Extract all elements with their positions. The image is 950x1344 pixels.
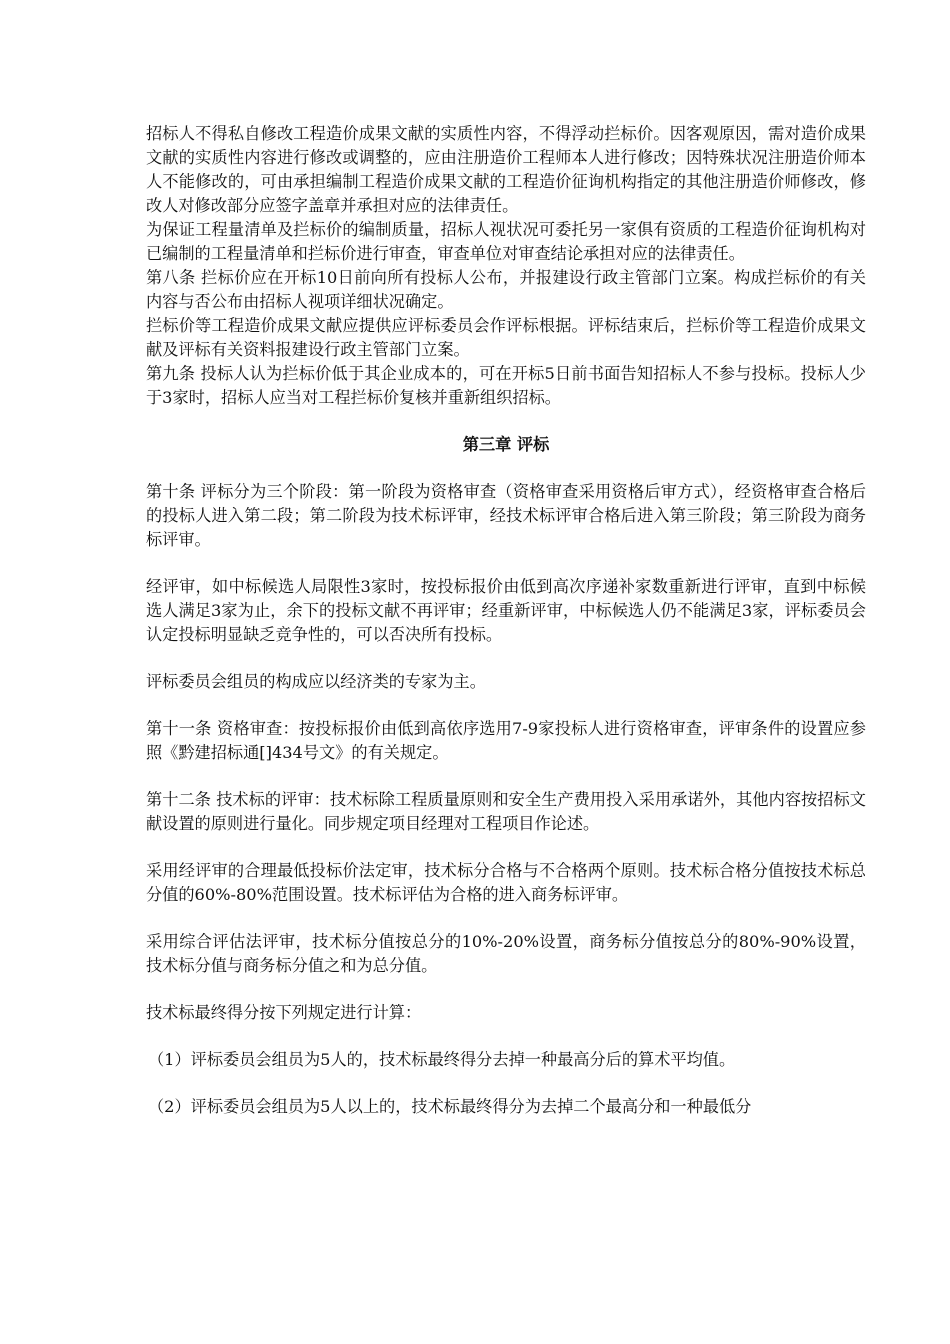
paragraph-article-10: 第十条 评标分为三个阶段：第一阶段为资格审查（资格审查采用资格后审方式），经资格审查合格后的投标人进入第二段；第二阶段为技术标评审，经技术标评审合格后进入第三阶段；第三阶段为商务标评审。 (146, 482, 866, 549)
chapter-heading: 第三章 评标 (462, 435, 550, 454)
paragraph-review-rule: 经评审，如中标候选人局限性3家时，按投标报价由低到高次序递补家数重新进行评审，直到中标候选人满足3家为止，余下的投标文献不再评审；经重新评审，中标候选人仍不能满足3家，评标委员会认定投标明显缺乏竞争性的，可以否决所有投标。 (146, 577, 866, 644)
paragraph-article-11: 第十一条 资格审查：按投标报价由低到高依序选用7-9家投标人进行资格审查，评审条件的设置应参照《黔建招标通[]434号文》的有关规定。 (146, 719, 866, 762)
paragraph-article-8: 第八条 拦标价应在开标10日前向所有投标人公布，并报建设行政主管部门立案。构成拦标价的有关内容与否公布由招标人视项详细状况确定。 (146, 268, 866, 311)
paragraph-comprehensive: 采用综合评估法评审，技术标分值按总分的10%-20%设置，商务标分值按总分的80%-90%设置，技术标分值与商务标分值之和为总分值。 (146, 932, 866, 975)
paragraph-lowest-price: 采用经评审的合理最低投标价法定审，技术标分合格与不合格两个原则。技术标合格分值按技术标总分值的60%-80%范围设置。技术标评估为合格的进入商务标评审。 (146, 861, 866, 904)
paragraph-4: 拦标价等工程造价成果文献应提供应评标委员会作评标根据。评标结束后，拦标价等工程造价成果文献及评标有关资料报建设行政主管部门立案。 (146, 316, 866, 359)
paragraph-committee: 评标委员会组员的构成应以经济类的专家为主。 (146, 672, 486, 691)
list-item-2: （2）评标委员会组员为5人以上的，技术标最终得分为去掉二个最高分和一种最低分 (148, 1097, 752, 1116)
list-item-1: （1）评标委员会组员为5人的，技术标最终得分去掉一种最高分后的算术平均值。 (148, 1050, 736, 1069)
paragraph-score-calc: 技术标最终得分按下列规定进行计算： (146, 1003, 422, 1022)
document-page (146, 122, 866, 1119)
paragraph-2: 为保证工程量清单及拦标价的编制质量，招标人视状况可委托另一家俱有资质的工程造价征询机构对已编制的工程量清单和拦标价进行审查，审查单位对审查结论承担对应的法律责任。 (146, 220, 866, 263)
paragraph-1: 招标人不得私自修改工程造价成果文献的实质性内容，不得浮动拦标价。因客观原因，需对造价成果文献的实质性内容进行修改或调整的，应由注册造价工程师本人进行修改；因特殊状况注册造价师本人不能修改的，可由承担编制工程造价成果文献的工程造价征询机构指定的其他注册造价师修改，修改人对修改部分应签字盖章并承担对应的法律责任。 (146, 124, 866, 215)
paragraph-article-9: 第九条 投标人认为拦标价低于其企业成本的，可在开标5日前书面告知招标人不参与投标。投标人少于3家时，招标人应当对工程拦标价复核并重新组织招标。 (146, 364, 866, 407)
paragraph-article-12: 第十二条 技术标的评审：技术标除工程质量原则和安全生产费用投入采用承诺外，其他内容按招标文献设置的原则进行量化。同步规定项目经理对工程项目作论述。 (146, 790, 866, 833)
